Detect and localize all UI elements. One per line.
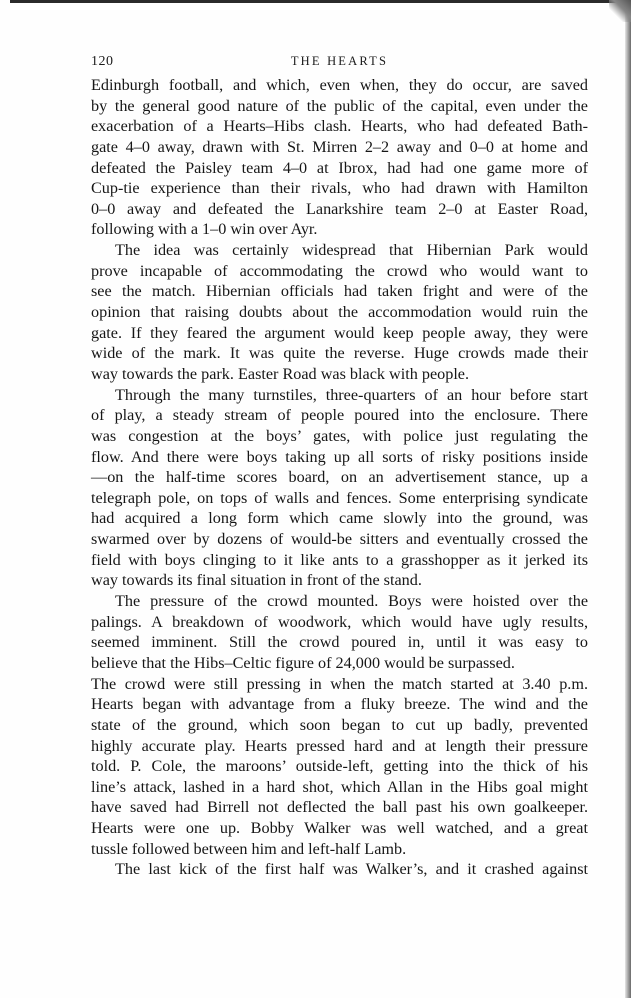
text-line: way towards the park. Easter Road was black with people. bbox=[91, 364, 470, 383]
text-line: gate. If they feared the argument would keep people away, they were bbox=[91, 323, 588, 342]
text-line: told. P. Cole, the maroons’ outside-left, getting into the thick of his bbox=[91, 757, 588, 776]
text-line: prove incapable of accommodating the crowd who would want to bbox=[91, 261, 588, 280]
text-line: Edinburgh football, and which, even when, they do occur, are saved bbox=[91, 76, 588, 94]
page-corner-shadow bbox=[609, 0, 631, 22]
text-line: The crowd were still pressing in when the match started at 3.40 p.m. bbox=[91, 674, 588, 693]
text-line: gate 4–0 away, drawn with St. Mirren 2–2 away and 0–0 at home and bbox=[91, 137, 588, 156]
text-line: 0–0 away and defeated the Lanarkshire team 2–0 at Easter Road, bbox=[91, 199, 588, 218]
paragraph-first-line: The last kick of the first half was Walker’s, and it crashed against bbox=[115, 860, 588, 879]
text-line: wide of the mark. It was quite the reverse. Huge crowds made their bbox=[91, 344, 588, 363]
text-line: of play, a steady stream of people poured into the enclosure. There bbox=[91, 406, 588, 425]
text-line: seemed imminent. Still the crowd poured in, until it was easy to bbox=[91, 633, 588, 652]
text-line: have saved had Birrell not deflected the ball past his own goalkeeper. bbox=[91, 798, 588, 817]
text-line: highly accurate play. Hearts pressed hard and at length their pressure bbox=[91, 736, 588, 755]
text-line: flow. And there were boys taking up all sorts of risky positions inside bbox=[91, 447, 588, 466]
page-top-edge-shadow bbox=[10, 0, 631, 3]
text-line: opinion that raising doubts about the accommodation would ruin the bbox=[91, 303, 588, 322]
text-line: Hearts began with advantage from a fluky breeze. The wind and the bbox=[91, 695, 588, 714]
page-right-edge-shadow bbox=[625, 0, 631, 998]
text-line: Cup-tie experience than their rivals, who had drawn with Hamilton bbox=[91, 179, 588, 198]
text-line: palings. A breakdown of woodwork, which would have ugly results, bbox=[91, 612, 588, 631]
text-line: by the general good nature of the public of the capital, even under the bbox=[91, 96, 588, 115]
text-line: field with boys clinging to it like ants to a grasshopper as it jerked its bbox=[91, 550, 588, 569]
text-line: defeated the Paisley team 4–0 at Ibrox, had had one game more of bbox=[91, 158, 588, 177]
running-header bbox=[91, 52, 588, 72]
text-line: had acquired a long form which came slowly into the ground, was bbox=[91, 509, 588, 528]
text-line: was congestion at the boys’ gates, with police just regulating the bbox=[91, 426, 588, 445]
text-line: exacerbation of a Hearts–Hibs clash. Hearts, who had defeated Bath- bbox=[91, 117, 588, 136]
paragraph-first-line: Through the many turnstiles, three-quarters of an hour before start bbox=[115, 385, 588, 404]
text-line: line’s attack, lashed in a hard shot, which Allan in the Hibs goal might bbox=[91, 777, 588, 796]
text-line: see the match. Hibernian officials had taken fright and were of the bbox=[91, 282, 588, 301]
text-line: swarmed over by dozens of would-be sitters and eventually crossed the bbox=[91, 530, 588, 549]
text-line: telegraph pole, on tops of walls and fences. Some enterprising syndicate bbox=[91, 488, 588, 507]
text-line: believe that the Hibs–Celtic figure of 24,000 would be surpassed. bbox=[91, 653, 515, 672]
text-line: Hearts were one up. Bobby Walker was well watched, and a great bbox=[91, 819, 588, 838]
text-line: —on the half-time scores board, on an advertisement stance, up a bbox=[91, 468, 588, 487]
text-line: state of the ground, which soon began to cut up badly, prevented bbox=[91, 715, 588, 734]
paragraph-first-line: The pressure of the crowd mounted. Boys were hoisted over the bbox=[115, 592, 588, 611]
text-line: following with a 1–0 win over Ayr. bbox=[91, 220, 318, 239]
paragraph-first-line: The idea was certainly widespread that Hibernian Park would bbox=[115, 241, 588, 260]
running-title: THE HEARTS bbox=[290, 54, 389, 68]
page-number: 120 bbox=[91, 54, 114, 69]
text-line: tussle followed between him and left-half Lamb. bbox=[91, 839, 407, 858]
body-text bbox=[91, 75, 588, 880]
text-line: way towards its final situation in front of the stand. bbox=[91, 571, 422, 590]
